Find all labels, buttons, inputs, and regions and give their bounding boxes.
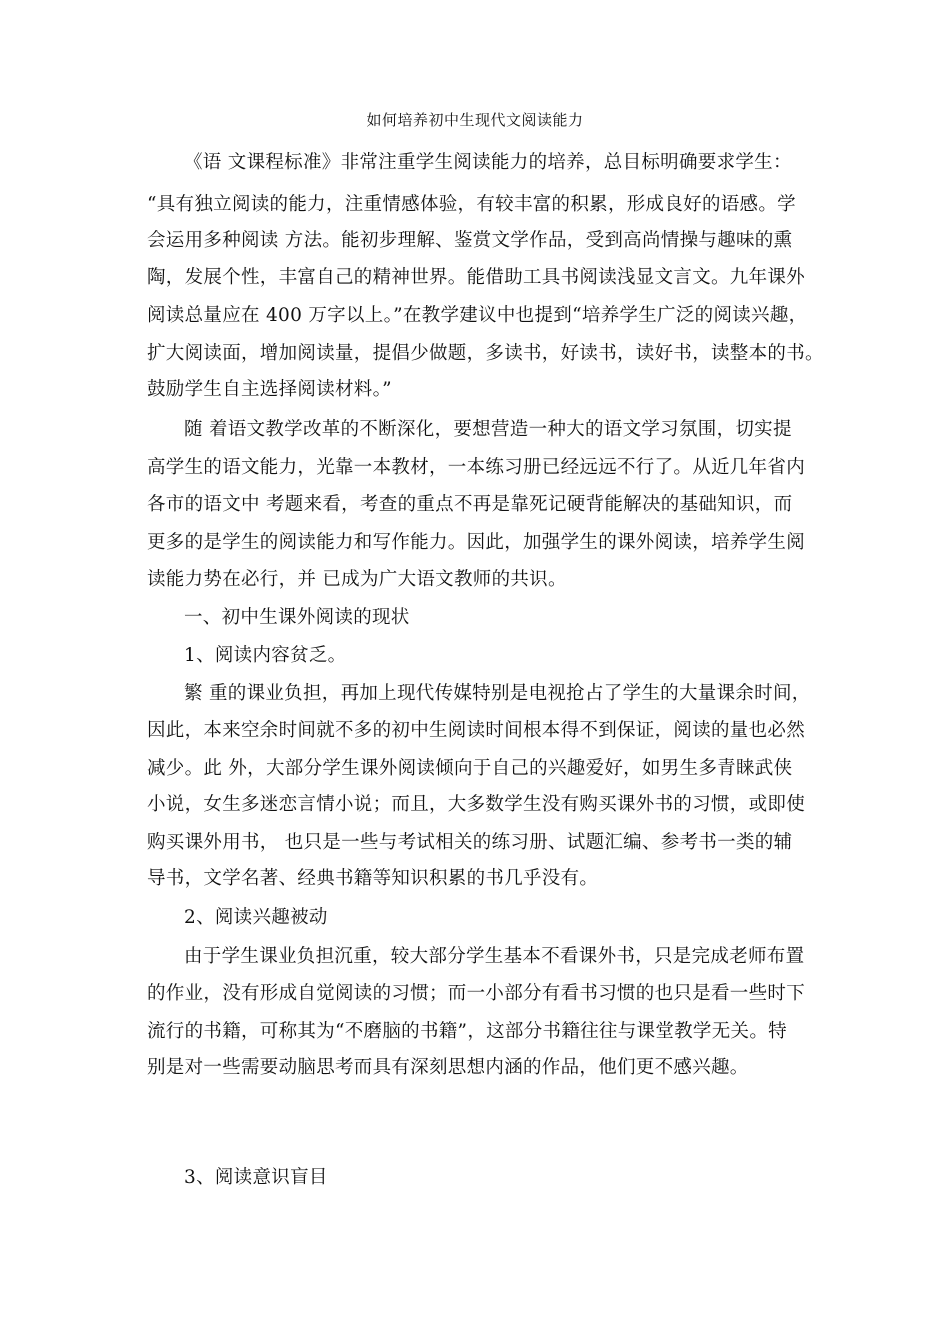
paragraph-line: “具有独立阅读的能力，注重情感体验，有较丰富的积累，形成良好的语感。学 (147, 194, 796, 215)
paragraph-line: 会运用多种阅读 方法。能初步理解、鉴赏文学作品，受到高尚情操与趣味的熏 (147, 230, 793, 251)
paragraph-line: 高学生的语文能力，光靠一本教材，一本练习册已经远远不行了。从近几年省内 (147, 457, 806, 478)
paragraph-line: 各市的语文中 考题来看，考查的重点不再是靠死记硬背能解决的基础知识，而 (147, 494, 793, 515)
subsection-heading: 3、阅读意识盲目 (184, 1167, 328, 1188)
paragraph-line: 随 着语文教学改革的不断深化，要想营造一种大的语文学习氛围，切实提 (184, 419, 792, 440)
subsection-heading: 2、阅读兴趣被动 (184, 907, 328, 928)
paragraph-line: 陶，发展个性，丰富自己的精神世界。能借助工具书阅读浅显文言文。九年课外 (147, 267, 806, 288)
paragraph-line: 鼓励学生自主选择阅读材料。” (147, 379, 392, 400)
paragraph-line: 购买课外用书， 也只是一些与考试相关的练习册、试题汇编、参考书一类的辅 (147, 832, 793, 853)
paragraph-line: 减少。此 外，大部分学生课外阅读倾向于自己的兴趣爱好，如男生多青睐武侠 (147, 758, 793, 779)
paragraph-line: 《语 文课程标准》非常注重学生阅读能力的培养，总目标明确要求学生： (184, 152, 792, 173)
paragraph-line: 别是对一些需要动脑思考而具有深刻思想内涵的作品，他们更不感兴趣。 (147, 1057, 749, 1078)
document-title: 如何培养初中生现代文阅读能力 (366, 111, 584, 129)
paragraph-line: 导书，文学名著、经典书籍等知识积累的书几乎没有。 (147, 868, 599, 889)
paragraph-line: 流行的书籍，可称其为“不磨脑的书籍”，这部分书籍往往与课堂教学无关。特 (147, 1021, 787, 1042)
paragraph-line: 的作业，没有形成自觉阅读的习惯；而一小部分有看书习惯的也只是看一些时下 (147, 983, 806, 1004)
paragraph-line: 阅读总量应在 400 万字以上。”在教学建议中也提到“培养学生广泛的阅读兴趣， (147, 305, 808, 326)
paragraph-line: 读能力势在必行，并 已成为广大语文教师的共识。 (147, 569, 567, 590)
paragraph-line: 繁 重的课业负担，再加上现代传媒特别是电视抢占了学生的大量课余时间， (184, 683, 811, 704)
section-heading: 一、初中生课外阅读的现状 (184, 607, 410, 628)
paragraph-line: 更多的是学生的阅读能力和写作能力。因此，加强学生的课外阅读，培养学生阅 (147, 532, 806, 553)
paragraph-line: 小说，女生多迷恋言情小说；而且，大多数学生没有购买课外书的习惯，或即使 (147, 794, 806, 815)
paragraph-line: 由于学生课业负担沉重，较大部分学生基本不看课外书，只是完成老师布置 (184, 946, 805, 967)
subsection-heading: 1、阅读内容贫乏。 (184, 645, 347, 666)
paragraph-line: 扩大阅读面，增加阅读量，提倡少做题，多读书，好读书，读好书，读整本的书。 (147, 343, 824, 364)
paragraph-line: 因此，本来空余时间就不多的初中生阅读时间根本得不到保证，阅读的量也必然 (147, 720, 806, 741)
